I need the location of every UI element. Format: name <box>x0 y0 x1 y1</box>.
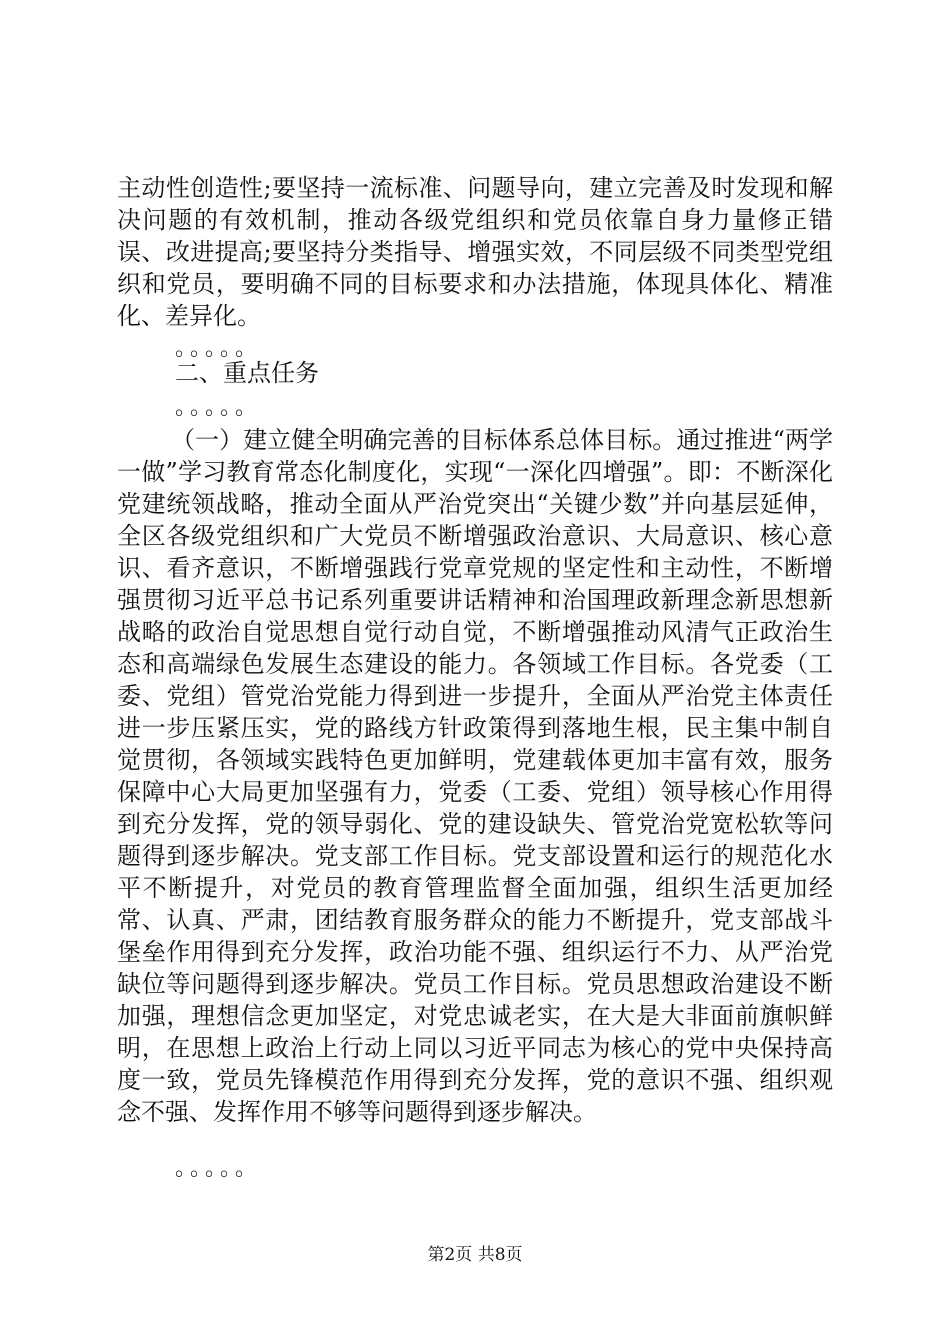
separator-dots-1: 。。。。。 <box>175 336 262 361</box>
separator-dots-2: 。。。。。 <box>175 395 262 420</box>
page-number-footer: 第2页 共8页 <box>427 1245 523 1265</box>
body-paragraph-2: （一）建立健全明确完善的目标体系总体目标。通过推进“两学一做”学习教育常态化制度化，实现“一深化四增强”。即：不断深化党建统领战略，推动全面从严治党突出“关键少数”并向基层延伸，全区各级党组织和广大党员不断增强政治意识、大局意识、核心意识、看齐意识，不断增强践行党章党规的坚定性和主动性，不断增强贯彻习近平总书记系列重要讲话精神和治国理政新理念新思想新战略的政治自觉思想自觉行动自觉，不断增强推动风清气正政治生态和高端绿色发展生态建设的能力。各领域工作目标。各党委（工委、党组）管党治党能力得到进一步提升，全面从严治党主体责任进一步压紧压实，党的路线方针政策得到落地生根，民主集中制自觉贯彻，各领域实践特色更加鲜明，党建载体更加丰富有效，服务保障中心大局更加坚强有力，党委（工委、党组）领导核心作用得到充分发挥，党的领导弱化、党的建设缺失、管党治党宽松软等问题得到逐步解决。党支部工作目标。党支部设置和运行的规范化水平不断提升，对党员的教育管理监督全面加强，组织生活更加经常、认真、严肃，团结教育服务群众的能力不断提升，党支部战斗堡垒作用得到充分发挥，政治功能不强、组织运行不力、从严治党缺位等问题得到逐步解决。党员工作目标。党员思想政治建设不断加强，理想信念更加坚定，对党忠诚老实，在大是大非面前旗帜鲜明，在思想上政治上行动上同以习近平同志为核心的党中央保持高度一致，党员先锋模范作用得到充分发挥，党的意识不强、组织观念不强、发挥作用不够等问题得到逐步解决。 <box>117 426 833 1126</box>
separator-dots-3: 。。。。。 <box>175 1156 262 1181</box>
section-heading: 二、重点任务 <box>175 359 319 387</box>
body-paragraph-1: 主动性创造性;要坚持一流标准、问题导向，建立完善及时发现和解决问题的有效机制，推动各级党组织和党员依靠自身力量修正错误、改进提高;要坚持分类指导、增强实效，不同层级不同类型党组织和党员，要明确不同的目标要求和办法措施，体现具体化、精准化、差异化。 <box>117 174 833 330</box>
